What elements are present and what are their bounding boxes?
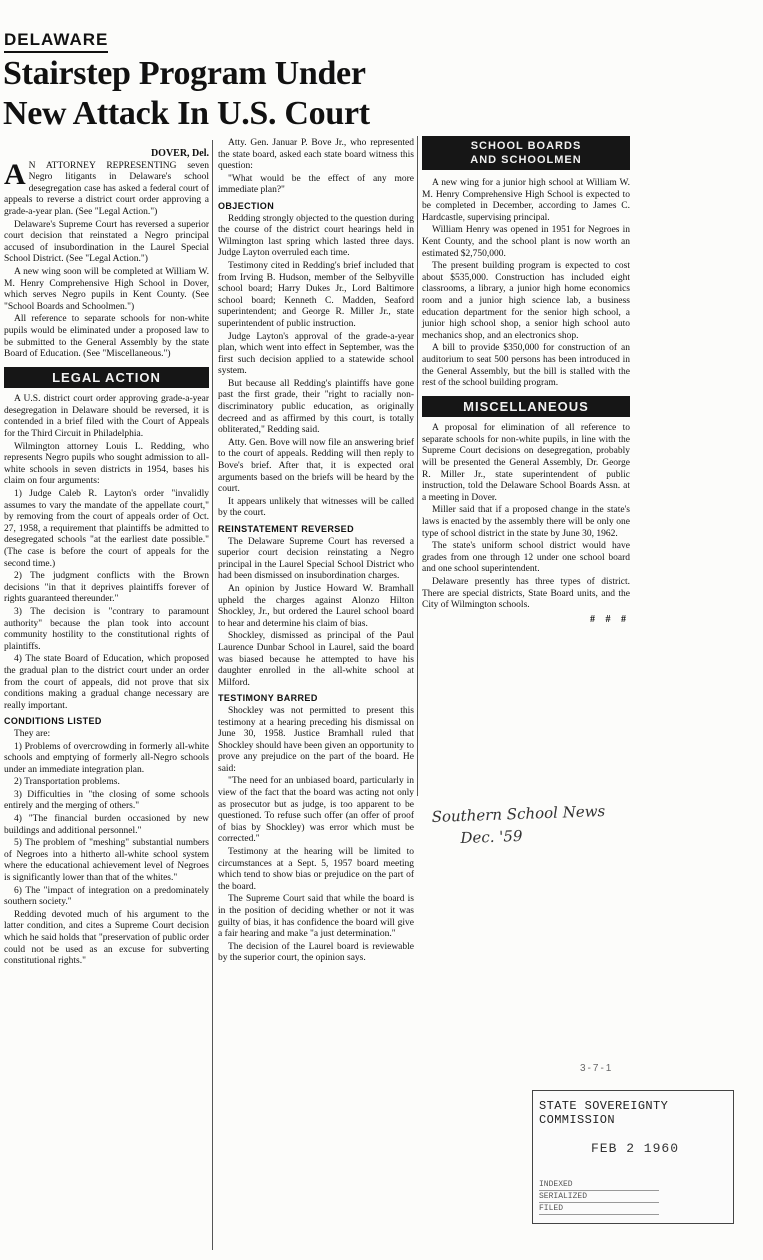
article-paragraph: 3) The decision is "contrary to paramount authority" because the plan took into account community hostility to the constitutional rights of plaintiffs. xyxy=(4,606,209,652)
article-paragraph: Judge Layton's approval of the grade-a-year plan, which went into effect in September, was the first such decision applied to a statewide school system. xyxy=(218,331,414,377)
article-paragraph: A bill to provide $350,000 for construction of an auditorium to seat 500 persons has been introduced in the General Assembly, but the bill is stalled with the rest of the school building program. xyxy=(422,343,630,389)
column-rule xyxy=(417,136,418,796)
article-paragraph: Redding strongly objected to the question during the course of the district court hearings held in Wilmington last spring which lasted three days. Judge Layton overruled each time. xyxy=(218,213,414,259)
stamp-field: SERIALIZED xyxy=(539,1191,659,1203)
article-paragraph: A U.S. district court order approving grade-a-year desegregation in Delaware should be reversed, it is contended in a brief filed with the Court of Appeals for the Third Circuit in Philadelphia. xyxy=(4,394,209,440)
stamp-title: STATE SOVEREIGNTY COMMISSION xyxy=(539,1099,669,1127)
article-paragraph: The state's uniform school district would have grades from one through 12 under one school board and one school superintendent. xyxy=(422,541,630,575)
subhead-reinstatement-reversed: REINSTATEMENT REVERSED xyxy=(218,524,354,534)
article-paragraph: Testimony at the hearing will be limited to circumstances at a Sept. 5, 1957 board meeting which tend to show bias or prejudice on the part of the board. xyxy=(218,847,414,892)
column-3 xyxy=(422,136,630,625)
article-paragraph: Shockley was not permitted to present this testimony at a hearing preceding his dismissal on June 30, 1958. Justice Bramhall ruled that Shockley should have been given an opportunity to prove any prejudice on the part of the board. He said: xyxy=(218,705,414,774)
section-banner-school-boards: SCHOOL BOARDS AND SCHOOLMEN xyxy=(422,136,630,170)
article-paragraph: "What would be the effect of any more immediate plan?" xyxy=(218,173,414,196)
article-paragraph: 4) The state Board of Education, which proposed the gradual plan to the district court under an order from the court of appeals, did not prove that six conditions making a gradual change necessary are really important. xyxy=(4,654,209,711)
dateline: DOVER, Del. xyxy=(150,148,209,159)
state-kicker: DELAWARE xyxy=(4,30,108,53)
lead-paragraph: Delaware's Supreme Court has reversed a superior court decision that reinstated a Negro principal accused of insubordination in the Laurel Special School District. (See "Legal Action.") xyxy=(4,219,209,265)
article-paragraph: The present building program is expected to cost about $535,000. Construction has included eight classrooms, a library, a junior high home economics room and a junior high science lab, a business education department for the senior high school, a junior high school shop, a senior high school auto mechanics shop, and an electronics shop. xyxy=(422,261,630,341)
article-paragraph: The decision of the Laurel board is reviewable by the superior court, the opinion says. xyxy=(218,941,414,964)
article-paragraph: An opinion by Justice Howard W. Bramhall upheld the charges against Alonzo Hilton Shockley, Jr., but ordered the Laurel school board to hear and determine his claim of bias. xyxy=(218,583,414,629)
section-banner-legal-action: LEGAL ACTION xyxy=(4,367,209,389)
stamp-date: FEB 2 1960 xyxy=(591,1141,680,1156)
handwritten-source-note xyxy=(431,800,606,850)
end-mark: # # # xyxy=(590,613,630,625)
section-banner-miscellaneous: MISCELLANEOUS xyxy=(422,396,630,418)
subhead-testimony-barred: TESTIMONY BARRED xyxy=(218,693,318,704)
article-paragraph: 6) The "impact of integration on a predominately southern society." xyxy=(4,885,209,908)
lead-paragraph: A N ATTORNEY REPRESENTING seven Negro litigants in Delaware's school desegregation case has asked a federal court of appeals to reverse a district court order approving a grade-a-year plan. (See "Legal Action.") xyxy=(4,157,209,217)
article-paragraph: A new wing for a junior high school at William W. M. Henry Comprehensive High School is expected to be completed in December, according to James C. Hardcastle, supervising principal. xyxy=(422,178,630,223)
lead-paragraph: A new wing soon will be completed at William W. M. Henry Comprehensive High School in Dover, which serves Negro pupils in Kent County. (See "School Boards and Schoolmen.") xyxy=(4,266,209,312)
article-paragraph: 4) "The financial burden occasioned by new buildings and additional personnel." xyxy=(4,814,209,836)
headline-line-2: New Attack In U.S. Court xyxy=(3,95,370,132)
article-paragraph: 3) Difficulties in "the closing of some schools entirely and the merging of others." xyxy=(4,789,209,812)
commission-stamp xyxy=(532,1080,734,1230)
article-paragraph: Testimony cited in Redding's brief included that from Irving B. Hudson, member of the Selbyville school board; Harry Dukes Jr., Lord Baltimore school board; Kenneth C. Madden, Seaford superintendent; and George R. Miller Jr., state superintendent of public instruction. xyxy=(218,260,414,329)
article-paragraph: 1) Judge Caleb R. Layton's order "invalidly assumes to vary the mandate of the appellate court," by removing from the court of appeals order of Oct. 27, 1958, a requirement that plaintiffs be admitted to desegregated schools "at the earliest date possible." (The case is before the court of appeals for the second time.) xyxy=(4,489,209,569)
article-paragraph: The Supreme Court said that while the board is in the position of deciding whether or not it was guilty of bias, it has confidence the board will give a fair hearing and make "a just determination." xyxy=(218,894,414,940)
stamp-field: INDEXED xyxy=(539,1179,659,1191)
lead-paragraph: All reference to separate schools for non-white pupils would be eliminated under a proposed law to be submitted to the General Assembly by the state Board of Education. (See "Miscellaneous.") xyxy=(4,314,209,360)
article-paragraph: A proposal for elimination of all reference to separate schools for non-white pupils, in line with the Supreme Court decisions on desegregation, probably will be presented the General Assembly, Dr. George R. Miller Jr., state superintendent of public instruction, told the Delaware School Boards Assn. at a meeting in Dover. xyxy=(422,423,630,503)
stamp-border xyxy=(532,1090,734,1224)
drop-cap: A xyxy=(4,157,26,191)
stamp-fields xyxy=(539,1179,659,1215)
subhead-conditions-listed: CONDITIONS LISTED xyxy=(4,716,102,727)
article-paragraph: 1) Problems of overcrowding in formerly all-white schools and emptying of formerly all-Negro schools under an immediate integration plan. xyxy=(4,741,209,775)
article-paragraph: Atty. Gen. Januar P. Bove Jr., who represented the state board, asked each state board witness this question: xyxy=(218,138,414,172)
article-paragraph: 5) The problem of "meshing" substantial numbers of Negroes into a hitherto all-white school system where the educational achievement level of Negroes is significantly lower than that of the whites." xyxy=(4,838,209,884)
column-rule xyxy=(212,140,213,1250)
article-paragraph: Atty. Gen. Bove will now file an answering brief to the court of appeals. Redding will then reply to Bove's brief. After that, it is expected oral arguments based on the briefs will be heard by the court. xyxy=(218,437,414,495)
article-paragraph: But because all Redding's plaintiffs have gone past the first grade, their "right to racially non-discriminatory public education, as originally decreed and as affirmed by this court, is totally obliterated," Redding said. xyxy=(218,378,414,436)
article-paragraph: The Delaware Supreme Court has reversed a superior court decision reinstating a Negro principal in the Laurel Special School District who had been dismissed on insubordination charges. xyxy=(218,536,414,582)
article-paragraph: 2) The judgment conflicts with the Brown decisions "in that it deprives plaintiffs forever of rights guaranteed thereunder." xyxy=(4,571,209,605)
stamp-file-number: 3-7-1 xyxy=(580,1063,614,1074)
article-paragraph: Redding devoted much of his argument to the latter condition, and cites a Supreme Court decision which he said holds that "preservation of public order could not be used as an excuse for subverting constitutional rights." xyxy=(4,909,209,967)
subhead-objection: OBJECTION xyxy=(218,200,275,211)
stamp-field: FILED xyxy=(539,1203,659,1215)
article-paragraph: It appears unlikely that witnesses will be called by the court. xyxy=(218,496,414,519)
handwritten-line-1: Southern School News xyxy=(431,801,606,827)
headline xyxy=(3,54,423,134)
article-paragraph: They are: xyxy=(14,728,51,739)
headline-line-1: Stairstep Program Under xyxy=(3,55,366,92)
article-paragraph: 2) Transportation problems. xyxy=(14,777,120,788)
article-paragraph: "The need for an unbiased board, particularly in view of the fact that the board was acting not only as prosecutor but as judge, is too apparent to be questioned. To refuse such offer (an offer of proof of bias by Shockley) was error which must be corrected." xyxy=(218,776,414,845)
article-paragraph: Delaware presently has three types of district. There are special districts, State Board units, and the City of Wilmington schools. xyxy=(422,577,630,611)
article-paragraph: William Henry was opened in 1951 for Negroes in Kent County, and the school plant is now worth an estimated $2,750,000. xyxy=(422,225,630,259)
column-2 xyxy=(218,138,414,966)
article-paragraph: Wilmington attorney Louis L. Redding, who represents Negro pupils who sought admission to all-white schools in seven districts in 1954, bases his claim on four arguments: xyxy=(4,441,209,487)
handwritten-line-2: Dec. '59 xyxy=(460,826,523,848)
article-paragraph: Miller said that if a proposed change in the state's laws is enacted by the assembly there will be only one type of school district in the state by June 30, 1962. xyxy=(422,505,630,539)
article-paragraph: Shockley, dismissed as principal of the Paul Laurence Dunbar School in Laurel, said the board was biased because he attempted to have his daughter enrolled in the all-white school at Milford. xyxy=(218,631,414,688)
column-1 xyxy=(4,148,209,969)
